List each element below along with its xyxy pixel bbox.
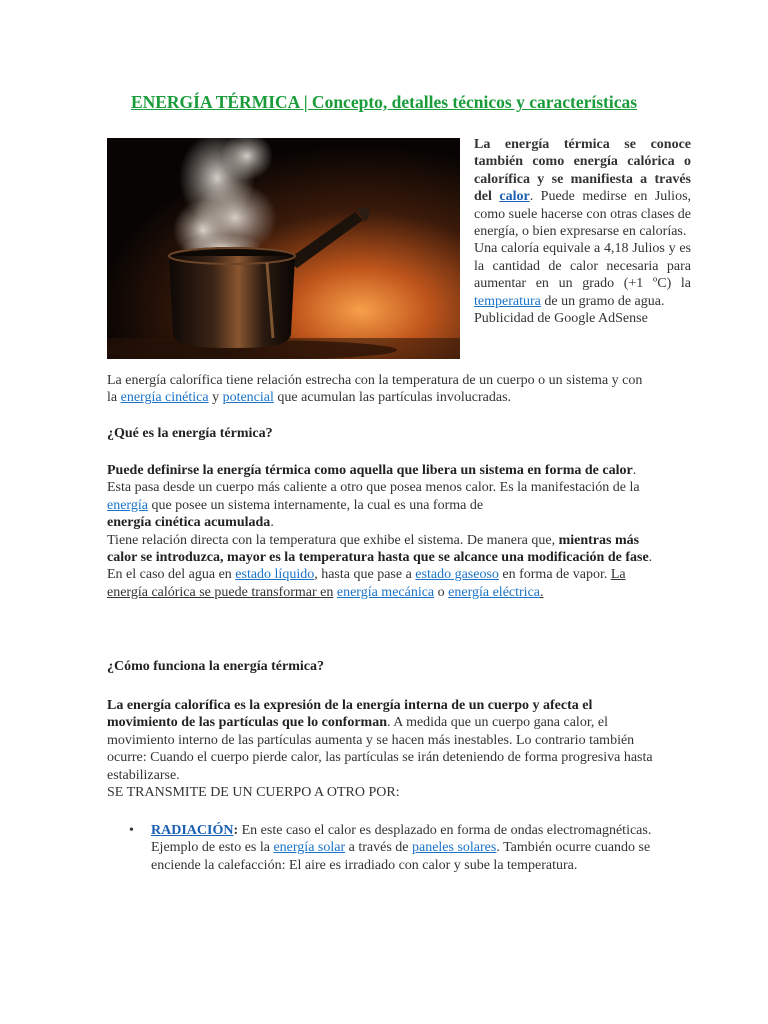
link-temperatura[interactable]: temperatura: [474, 293, 541, 309]
link-energia-solar[interactable]: energía solar: [273, 840, 346, 856]
transmission-caption: SE TRANSMITE DE UN CUERPO A OTRO POR:: [107, 785, 400, 801]
relation-text-6: .: [540, 584, 544, 600]
link-estado-gaseoso[interactable]: estado gaseoso: [415, 567, 499, 583]
link-energia-electrica[interactable]: energía eléctrica: [448, 584, 540, 600]
relation-bold-text: mientras más calor se introduzca, mayor es la temperatura hasta que se alcance una modificación de fase: [107, 532, 649, 566]
page-title[interactable]: ENERGÍA TÉRMICA | Concepto, detalles técnicos y características: [130, 92, 638, 112]
radiacion-text-3: . También ocurre cuando se enciende la calefacción: El aire es irradiado con calor y sube la temperatura.: [151, 840, 651, 873]
link-radiacion[interactable]: RADIACIÓN: [151, 823, 234, 838]
function-paragraph: [107, 697, 655, 801]
function-bold-text: La energía calorífica es la expresión de la energía interna de un cuerpo y afecta el movimiento de las partículas que lo conforman: [107, 698, 593, 731]
aside-text-2: Una caloría equivale a 4,18 Julios y es la cantidad de calor necesaria para aumentar en un grado (+1 ºC) la: [474, 241, 691, 292]
function-text-1: . A medida que un cuerpo gana calor, el movimiento interno de las partículas aumenta y se hacen más inestables. Lo contrario también ocurre: Cuando el cuerpo pierde calor, las partículas se irán deteniendo de forma progresiva hasta estabilizarse.: [107, 715, 653, 783]
relation-text-2: . En el caso del agua en: [107, 550, 653, 583]
link-estado-liquido[interactable]: estado líquido: [235, 567, 315, 583]
bullet-icon: •: [129, 823, 134, 838]
link-potencial[interactable]: potencial: [222, 390, 274, 406]
definition-text-2: que posee un sistema internamente, la cual es una forma de: [151, 497, 484, 513]
link-energia-cinetica[interactable]: energía cinética: [120, 390, 209, 406]
cooking-pot-steam-image: [107, 138, 460, 359]
steaming-pot-illustration: [107, 138, 460, 359]
transmission-methods-list: [107, 822, 655, 874]
intro-aside-paragraph: [474, 136, 691, 327]
definition-bold-text-2: energía cinética acumulada: [107, 515, 271, 531]
definition-bold-text: Puede definirse la energía térmica como aquella que libera un sistema en forma de calor: [107, 463, 633, 478]
transform-underlined-text: La energía calórica se puede transformar en: [107, 567, 626, 600]
section-heading-como-funciona: ¿Cómo funciona la energía térmica?: [107, 659, 324, 674]
definition-text-1: . Esta pasa desde un cuerpo más caliente a otro que posea menos calor. Es la manifestación de la: [107, 463, 640, 496]
aside-text-3: de un gramo de agua.: [544, 293, 665, 309]
intro-text-1: La energía calorífica tiene relación estrecha con la temperatura de un cuerpo o un sistema y con la: [107, 373, 643, 406]
relation-text-4: en forma de vapor.: [502, 567, 608, 583]
radiacion-colon: :: [233, 823, 239, 838]
relation-text-1: Tiene relación directa con la temperatura que exhibe el sistema. De manera que,: [107, 532, 556, 548]
relation-text-5: o: [437, 584, 445, 600]
link-paneles-solares[interactable]: paneles solares: [411, 840, 497, 856]
radiacion-text-2: a través de: [348, 840, 409, 856]
radiacion-text-1: En este caso el calor es desplazado en forma de ondas electromagnéticas. Ejemplo de esto es la: [151, 823, 652, 856]
link-energia[interactable]: energía: [107, 497, 148, 513]
relation-text-3: , hasta que pase a: [314, 567, 412, 583]
intro-paragraph: [107, 372, 655, 407]
link-energia-mecanica[interactable]: energía mecánica: [336, 584, 435, 600]
list-item: [107, 822, 655, 874]
section-heading-que-es: ¿Qué es la energía térmica?: [107, 426, 273, 441]
link-calor[interactable]: calor: [499, 189, 530, 205]
definition-paragraph: [107, 462, 655, 601]
aside-text-1: . Puede medirse en Julios, como suele hacerse con otras clases de energía, o bien expresarse en calorías.: [474, 189, 692, 240]
adsense-label: Publicidad de Google AdSense: [474, 311, 648, 327]
aside-lead-text: La energía térmica se conoce también como energía calórica o calorífica y se manifiesta a través del: [474, 137, 691, 205]
definition-text-3: .: [270, 515, 274, 531]
intro-text-2: y: [212, 390, 220, 406]
intro-text-3: que acumulan las partículas involucradas.: [277, 390, 512, 406]
